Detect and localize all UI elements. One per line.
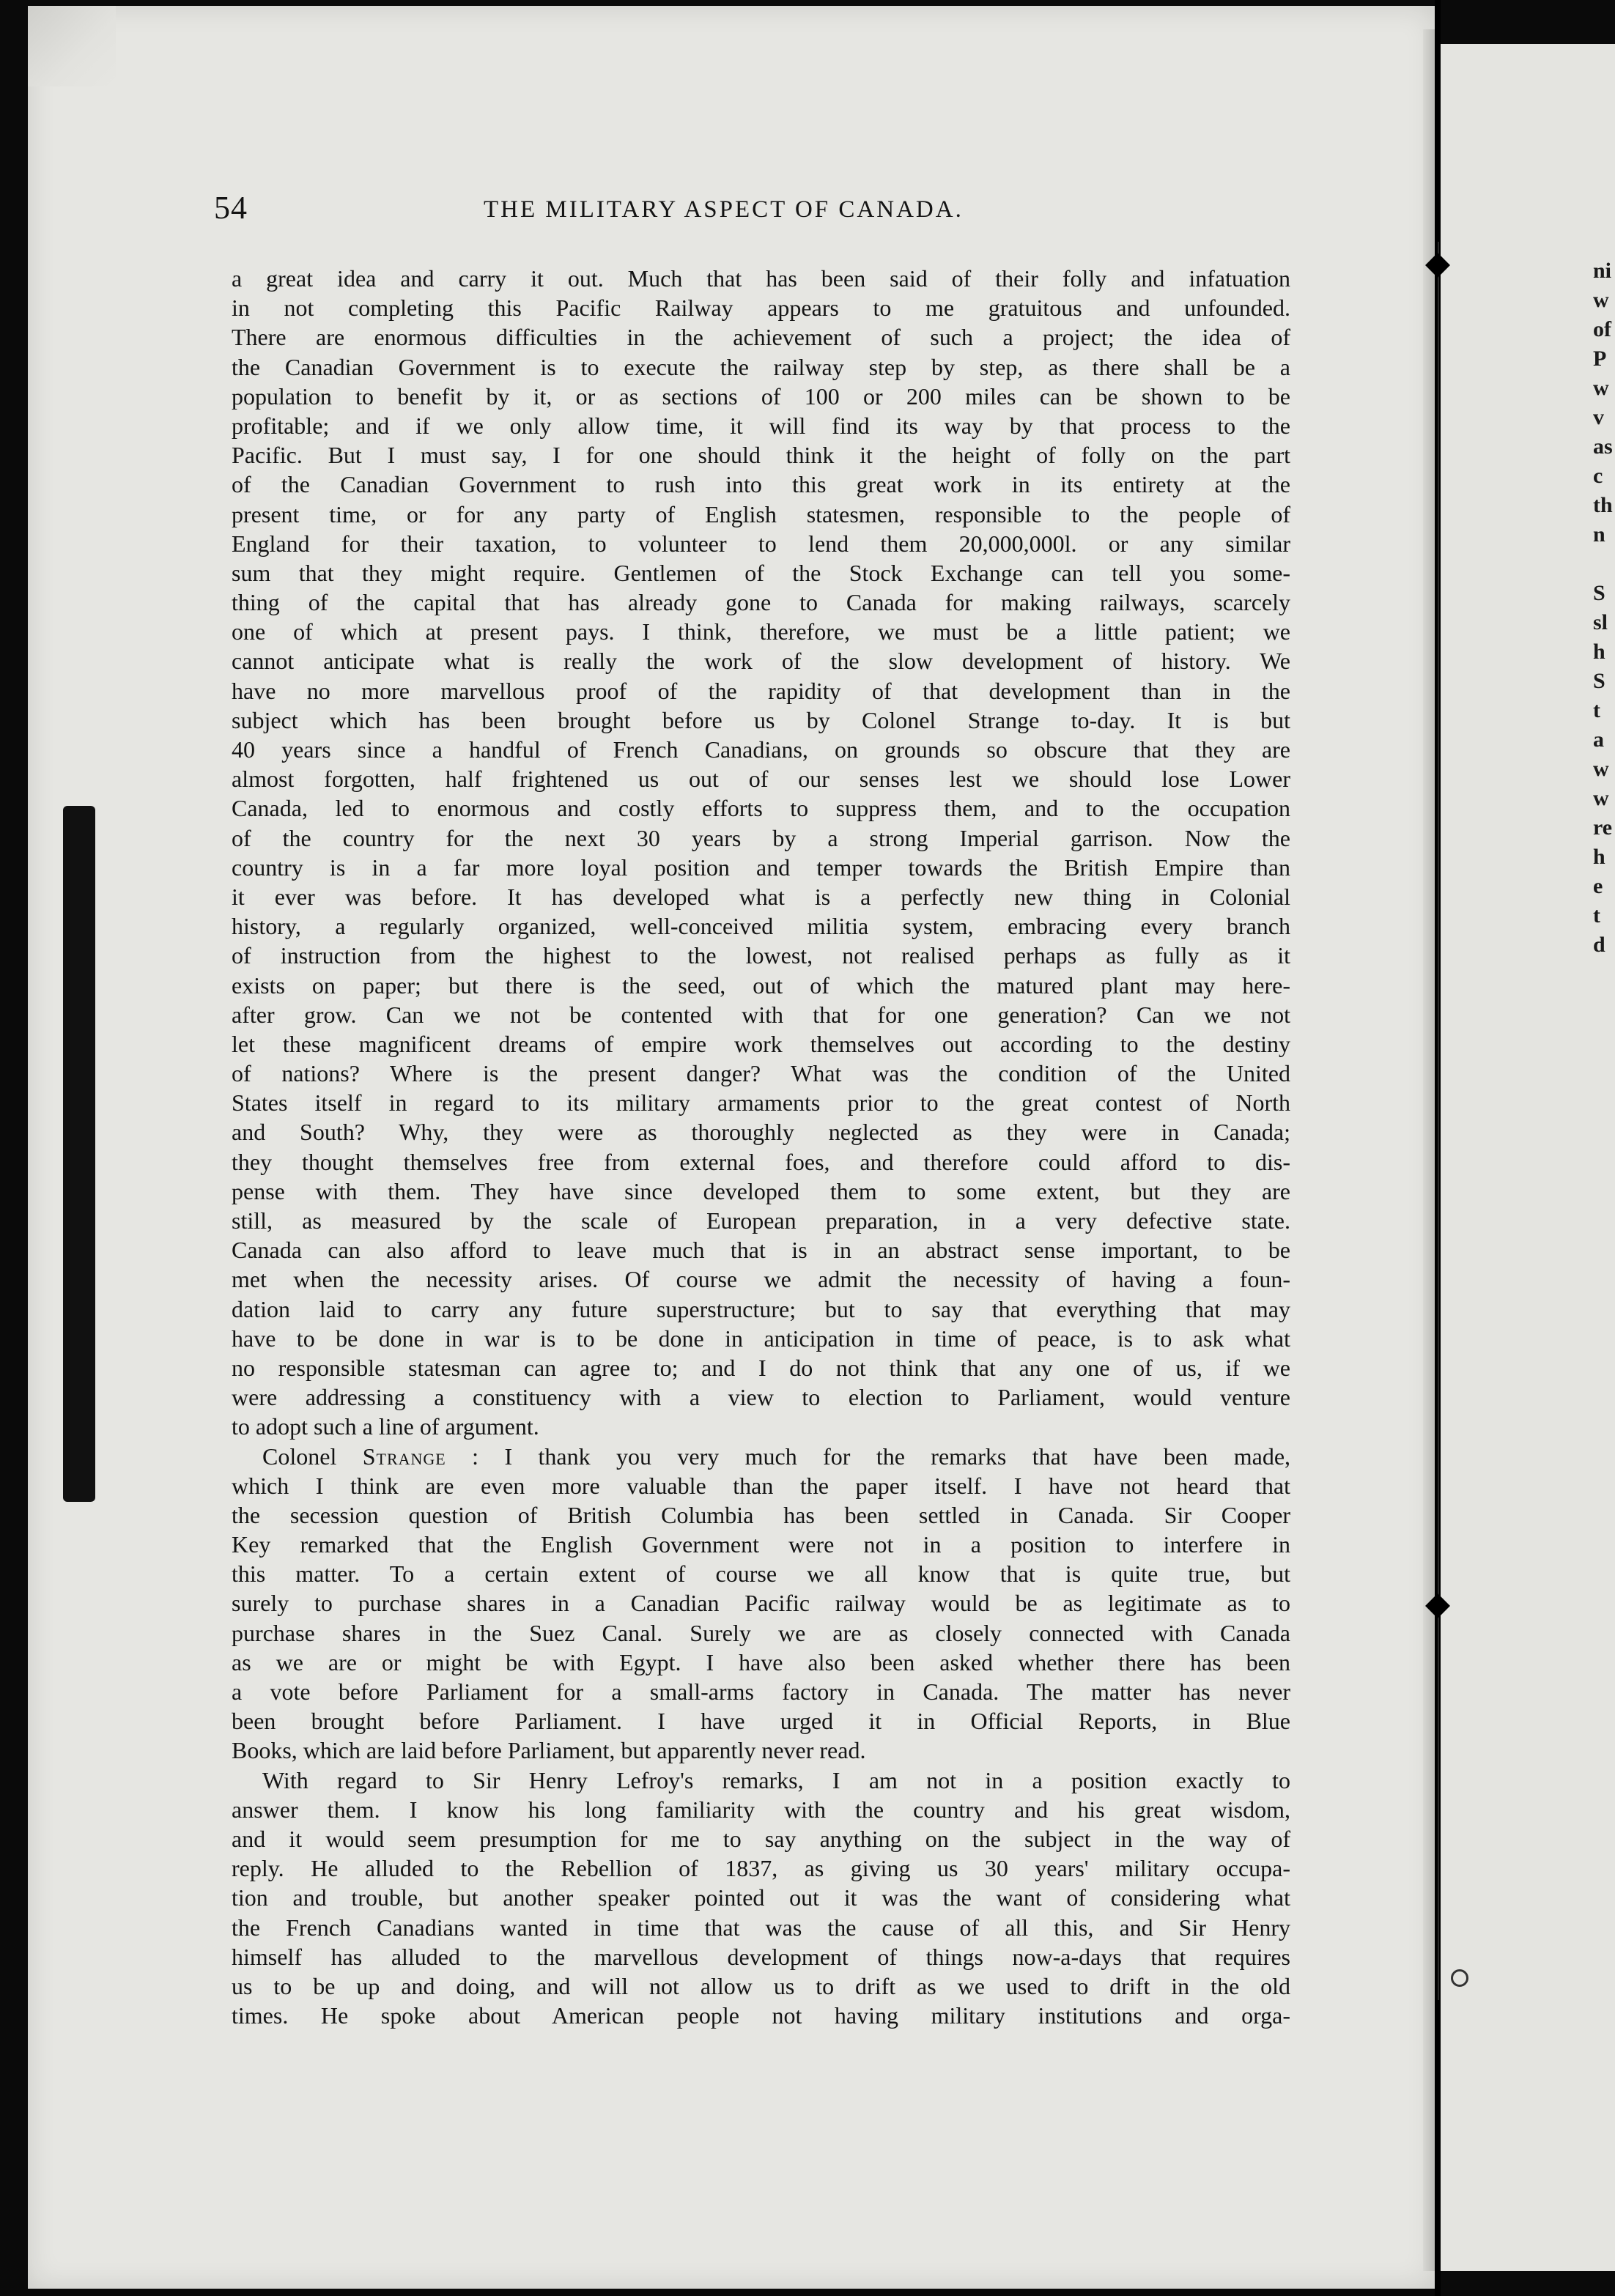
text-line: purchase shares in the Suez Canal. Surely we are as closely connected with Canada	[232, 1619, 1290, 1646]
text-line: and South? Why, they were as thoroughly neglected as they were in Canada;	[232, 1119, 1290, 1146]
text-line: dation laid to carry any future superstructure; but to say that everything that may	[232, 1295, 1290, 1322]
text-line: There are enormous difficulties in the achievement of such a project; the idea of	[232, 324, 1290, 351]
text-line: With regard to Sir Henry Lefroy's remarks, I am not in a position exactly to	[262, 1766, 1290, 1793]
text-line: this matter. To a certain extent of course we all know that is quite true, but	[232, 1560, 1290, 1588]
text-line: 40 years since a handful of French Canadians, on grounds so obscure that they are	[232, 736, 1290, 763]
facing-page-text: ni w of P w v as c th n S sl h S t a w w re h e t d	[1593, 259, 1613, 957]
facing-page	[1441, 44, 1615, 2271]
text-line: the secession question of British Columbia has been settled in Canada. Sir Cooper	[232, 1501, 1290, 1528]
text-line: the Canadian Government is to execute the railway step by step, as there shall be a	[232, 353, 1290, 380]
page-edge-shadow	[1423, 29, 1435, 2271]
paragraph-lefroy-reply	[232, 1766, 1290, 2031]
text-line: of nations? Where is the present danger? What was the condition of the United	[232, 1060, 1290, 1087]
text-line: Pacific. But I must say, I for one should think it the height of folly on the part	[232, 442, 1290, 469]
text-line: answer them. I know his long familiarity with the country and his great wisdom,	[232, 1796, 1290, 1823]
page-corner-fold	[28, 6, 116, 86]
text-line: it ever was before. It has developed what is a perfectly new thing in Colonial	[232, 883, 1290, 910]
text-line: as we are or might be with Egypt. I have also been asked whether there has been	[232, 1648, 1290, 1675]
text-line: and it would seem presumption for me to say anything on the subject in the way of	[232, 1825, 1290, 1852]
text-line: a great idea and carry it out. Much that has been said of their folly and infatuation	[232, 265, 1290, 292]
binding-strip	[63, 806, 95, 1502]
text-line: have to be done in war is to be done in anticipation in time of peace, is to ask what	[232, 1325, 1290, 1352]
text-line: surely to purchase shares in a Canadian Pacific railway would be as legitimate as to	[232, 1590, 1290, 1617]
text-line: cannot anticipate what is really the work of the slow development of history. We	[232, 648, 1290, 675]
text-line: no responsible statesman can agree to; and I do not think that any one of us, if we	[232, 1354, 1290, 1381]
text-line: been brought before Parliament. I have urged it in Official Reports, in Blue	[232, 1708, 1290, 1735]
text-line: times. He spoke about American people not having military institutions and orga-	[232, 2002, 1290, 2029]
text-line: Books, which are laid before Parliament, but apparently never read.	[232, 1737, 866, 1764]
gutter-rule	[1438, 242, 1439, 2000]
text-line: they thought themselves free from external foes, and therefore could afford to dis-	[232, 1148, 1290, 1175]
speaker-prefix: Colonel	[262, 1443, 363, 1470]
text-line: country is in a far more loyal position and temper towards the British Empire than	[232, 853, 1290, 881]
gutter-ring-icon	[1451, 1969, 1468, 1987]
text-line: profitable; and if we only allow time, it will find its way by that process to the	[232, 412, 1290, 439]
text-line: pense with them. They have since developed them to some extent, but they are	[232, 1177, 1290, 1204]
text-line: let these magnificent dreams of empire work themselves out according to the destiny	[232, 1030, 1290, 1057]
text-line: have no more marvellous proof of the rapidity of that development than in the	[232, 677, 1290, 704]
text-line: population to benefit by it, or as sections of 100 or 200 miles can be shown to be	[232, 382, 1290, 410]
text-line: were addressing a constituency with a view to election to Parliament, would venture	[232, 1384, 1290, 1411]
text-line: met when the necessity arises. Of course we admit the necessity of having a foun-	[232, 1266, 1290, 1293]
text-line: of the country for the next 30 years by a strong Imperial garrison. Now the	[232, 824, 1290, 851]
text-line: tion and trouble, but another speaker pointed out it was the want of considering what	[232, 1884, 1290, 1911]
text-line: almost forgotten, half frightened us out of our senses lest we should lose Lower	[232, 766, 1290, 793]
page-number: 54	[214, 190, 248, 226]
text-line: States itself in regard to its military armaments prior to the great contest of North	[232, 1089, 1290, 1116]
text-line: the French Canadians wanted in time that was the cause of all this, and Sir Henry	[232, 1914, 1290, 1941]
text-line: a vote before Parliament for a small-arms factory in Canada. The matter has never	[232, 1678, 1290, 1705]
text-line: history, a regularly organized, well-conceived militia system, embracing every branch	[232, 913, 1290, 940]
text-line: one of which at present pays. I think, therefore, we must be a little patient; we	[232, 618, 1290, 645]
text-line: exists on paper; but there is the seed, out of which the matured plant may here-	[232, 971, 1290, 999]
text-line: Canada, led to enormous and costly efforts to suppress them, and to the occupation	[232, 795, 1290, 822]
text-line: Canada can also afford to leave much that is in an abstract sense important, to be	[232, 1237, 1290, 1264]
text-line	[232, 1442, 1290, 1471]
paragraph-colonel-strange	[232, 1442, 1290, 1766]
text-line: still, as measured by the scale of European preparation, in a very defective state.	[232, 1207, 1290, 1234]
speaker-name: Strange	[362, 1443, 446, 1470]
speaker-text: : I thank you very much for the remarks that have been made,	[472, 1443, 1291, 1470]
text-line: Key remarked that the English Government were not in a position to interfere in	[232, 1531, 1290, 1558]
text-line: England for their taxation, to volunteer to lend them 20,000,000l. or any similar	[232, 530, 1290, 557]
text-line: sum that they might require. Gentlemen of the Stock Exchange can tell you some-	[232, 559, 1290, 586]
text-line: in not completing this Pacific Railway appears to me gratuitous and unfounded.	[232, 295, 1290, 322]
text-line: himself has alluded to the marvellous development of things now-a-days that requires	[232, 1943, 1290, 1970]
text-line: after grow. Can we not be contented with that for one generation? Can we not	[232, 1001, 1290, 1028]
text-line: us to be up and doing, and will not allow us to drift as we used to drift in the old	[232, 1972, 1290, 1999]
running-head: THE MILITARY ASPECT OF CANADA.	[484, 196, 964, 223]
text-line: present time, or for any party of English statesmen, responsible to the people of	[232, 500, 1290, 527]
text-line: thing of the capital that has already gone to Canada for making railways, scarcely	[232, 589, 1290, 616]
text-line: which I think are even more valuable than the paper itself. I have not heard that	[232, 1472, 1290, 1499]
body-text	[232, 264, 1290, 2030]
paragraph-commentary	[232, 264, 1290, 1442]
text-line: of instruction from the highest to the lowest, not realised perhaps as fully as it	[232, 942, 1290, 969]
text-line: reply. He alluded to the Rebellion of 1837, as giving us 30 years' military occupa-	[232, 1855, 1290, 1882]
text-line: to adopt such a line of argument.	[232, 1413, 539, 1440]
text-line: of the Canadian Government to rush into this great work in its entirety at the	[232, 471, 1290, 498]
text-line: subject which has been brought before us by Colonel Strange to-day. It is but	[232, 706, 1290, 733]
